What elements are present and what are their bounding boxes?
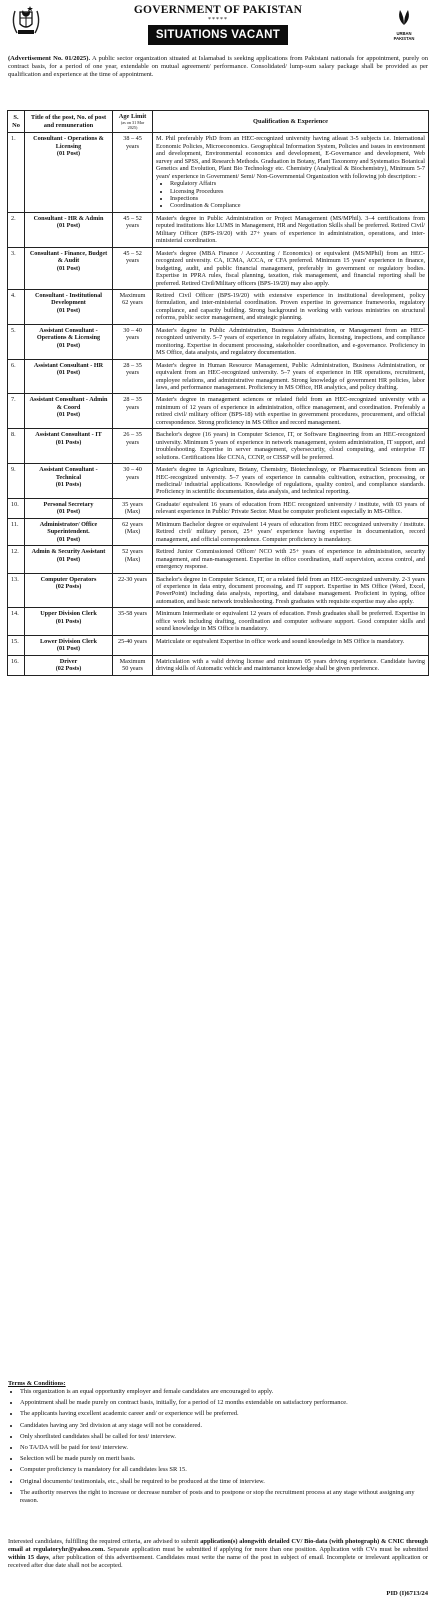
age-limit: 35-58 years — [113, 608, 153, 635]
qualification-text: Master's degree in management sciences or related field from an HEC-recognized university with a minimum of 12 years of experience in administration, office management, and coordination. Preferably a retired civil/ military officer (BPS-18) with expertise in government procedures, procurement, and official correspondence. Strong proficiency in MS Office and record management. — [156, 396, 425, 426]
post-count: (01 Post) — [56, 645, 81, 653]
footer-text-2: Separate application must be submitted if applying for more than one position. Application with CVs must be submitted — [104, 1546, 428, 1553]
table-row — [8, 655, 429, 675]
term-item: • No TA/DA will be paid for test/ interview. — [20, 1444, 428, 1452]
qualification-cell — [153, 573, 429, 608]
term-item: • The applicants having excellent academic career and/ or experience will be preferred. — [20, 1410, 428, 1418]
term-item: • Selection will be made purely on merit basis. — [20, 1455, 428, 1463]
qualification-cell — [153, 290, 429, 325]
post-title-cell — [25, 498, 113, 518]
footer-email-instruction: application(s) alongwith detailed CV/ Bio-data (with photograph) & CNIC through email at regulatoryhr@yahoo.com. — [8, 1538, 428, 1553]
post-title: Assistant Consultant - Admin & Coord — [29, 396, 108, 411]
qualification-cell — [153, 546, 429, 573]
post-count: (02 Posts) — [55, 582, 82, 590]
table-row — [8, 212, 429, 247]
government-title: GOVERNMENT OF PAKISTAN — [133, 4, 303, 16]
qualification-text: Master's degree in Agriculture, Botany, Chemistry, Biotechnology, or Pharmaceutical Sciences from an HEC-recognized university. 5–7 years of experience in cannabis cultivation, extraction, processing, or medicinal/ industrial applications. Knowledge of regulations, quality control, and compliance standards. Proficiency in scientific documentation, data analysis, and technical reporting. — [156, 466, 425, 496]
qualification-cell — [153, 608, 429, 635]
serial-number: 12. — [8, 546, 25, 573]
qualification-cell — [153, 324, 429, 359]
post-count: (01 Post) — [56, 555, 81, 563]
post-title-cell — [25, 655, 113, 675]
qualification-text: M. Phil preferably PhD from an HEC-recognized university having atleast 3-5 subjects i.e. International Economic Policies, Microeconomics. Geographical Information System, Policies and issues in environment and development, Environmental economics and development, E-Governance and development, Web survey and SPSS, and Research Methods. Graduation in Botany, Plant Taxonomy and Systematics Botanical Genetics and Evolution, Plant Bio Technology etc. Chemistry (Analytical & Biochemistry), Minimum 5-7 years' experience in Government/ Semi/ Non-Governmental Organization with following job description: - — [156, 135, 425, 180]
serial-number: 10. — [8, 498, 25, 518]
terms-list — [8, 1388, 428, 1505]
post-title-cell — [25, 608, 113, 635]
table-row — [8, 133, 429, 213]
job-duties-list — [156, 180, 425, 210]
terms-title: Terms & Conditions: — [8, 1380, 66, 1387]
table-row — [8, 359, 429, 394]
header-age-note: (as on 31 Mar 2025) — [120, 120, 145, 131]
post-title-cell — [25, 290, 113, 325]
term-item: • Original documents/ testimonials, etc., shall be required to be produced at the time of interview. — [20, 1478, 428, 1486]
terms-section — [8, 1380, 428, 1508]
age-limit: 22-30 years — [113, 573, 153, 608]
header-title: Title of the post, No. of post and remuneration — [25, 111, 113, 133]
star-divider: ***** — [208, 17, 228, 23]
age-limit: 28 – 35 years — [113, 394, 153, 429]
post-title: Assistant Consultant - IT — [35, 431, 102, 439]
serial-number: 1. — [8, 133, 25, 213]
term-item: • Candidates having any 3rd division at any stage will not be considered. — [20, 1422, 428, 1430]
age-limit: 45 – 52 years — [113, 247, 153, 289]
post-title-cell — [25, 394, 113, 429]
post-title-cell — [25, 212, 113, 247]
pid-number: PID (I)6713/24 — [386, 1590, 428, 1597]
term-item: • Appointment shall be made purely on contract basis, initially, for a period of 12 months extendable on satisfactory performance. — [20, 1399, 428, 1407]
age-limit: 38 – 45 years — [113, 133, 153, 213]
age-limit: Maximum 50 years — [113, 655, 153, 675]
serial-number: 16. — [8, 655, 25, 675]
qualification-cell — [153, 635, 429, 655]
post-title-cell — [25, 247, 113, 289]
intro-paragraph — [8, 55, 428, 80]
post-title-cell — [25, 359, 113, 394]
qualification-cell — [153, 359, 429, 394]
qualification-text: Matriculation with a valid driving license and minimum 05 years driving experience. Candidate having driving skills of Automatic vehicle and maintenance knowledge shall be given preference. — [156, 657, 425, 673]
qualification-text: Graduate/ equivalent 16 years of education from HEC recognized university / institute, with 03 years of relevant experience in Public/ Private Sector. Must be computer proficient especially in MS-Office. — [156, 500, 425, 516]
footer-text-3: , after publication of this advertisement. Candidates must write the name of the post in subject of email. Incomplete or irrelevant application or received after due date shall not be accepted. — [8, 1554, 428, 1569]
header-sno: S. No — [8, 111, 25, 133]
header — [0, 0, 436, 58]
qualification-text: Retired Junior Commissioned Officer/ NCO with 25+ years of experience in administration, security management, and man-management. Expertise in office coordination, staff supervision, access control, and emergency response. — [156, 548, 425, 571]
post-title-cell — [25, 464, 113, 499]
post-title-cell — [25, 133, 113, 213]
post-count: (01 Post) — [56, 150, 81, 158]
qualification-cell — [153, 212, 429, 247]
header-age — [113, 111, 153, 133]
leaf-logo-icon — [394, 7, 414, 27]
situations-vacant-banner: SITUATIONS VACANT — [148, 25, 288, 45]
age-limit: 45 – 52 years — [113, 212, 153, 247]
post-title-cell — [25, 324, 113, 359]
post-title-cell — [25, 573, 113, 608]
advertisement-number: (Advertisement No. 01/2025). — [8, 55, 91, 62]
table-row — [8, 573, 429, 608]
age-limit: 30 – 40 years — [113, 464, 153, 499]
post-title: Administrator/ Office Superintendent. — [39, 520, 98, 536]
qualification-cell — [153, 498, 429, 518]
table-row — [8, 498, 429, 518]
post-count: (01 Posts) — [55, 480, 82, 488]
age-limit: 25-40 years — [113, 635, 153, 655]
post-title: Upper Division Clerk — [40, 610, 97, 618]
table-row — [8, 518, 429, 545]
term-item: • Only shortlisted candidates shall be called for test/ interview. — [20, 1433, 428, 1441]
post-count: (01 Posts) — [55, 617, 82, 625]
serial-number: 15. — [8, 635, 25, 655]
logo-text-urban: URBAN — [396, 31, 412, 36]
table-header-row — [8, 111, 429, 133]
job-duty-item: • Inspections — [170, 195, 425, 202]
qualification-cell — [153, 464, 429, 499]
post-title: Consultant - Institutional Development — [34, 292, 103, 307]
term-item: • Computer proficiency is mandatory for all candidates less SR 15. — [20, 1466, 428, 1474]
serial-number: 5. — [8, 324, 25, 359]
post-title-cell — [25, 429, 113, 464]
serial-number: 11. — [8, 518, 25, 545]
table-row — [8, 247, 429, 289]
age-limit: 35 years (Max) — [113, 498, 153, 518]
qualification-cell — [153, 133, 429, 213]
term-item: • This organization is an equal opportunity employer and female candidates are encouraged to apply. — [20, 1388, 428, 1396]
application-instructions — [8, 1538, 428, 1570]
serial-number: 6. — [8, 359, 25, 394]
table-row — [8, 464, 429, 499]
post-title: Assistant Consultant - Technical — [39, 466, 98, 481]
table-row — [8, 546, 429, 573]
post-count: (01 Post) — [56, 508, 81, 516]
header-qualification: Qualification & Experience — [153, 111, 429, 133]
intro-body: A public sector organization situated at Islamabad is seeking applications from Pakistani nationals for appointment, purely on contract basis, for a period of one year, extendable on mutual agreement/ performance. Consolidated/ lump-sum salary package shall be provided as per qualification and experience at the time of appointment. — [8, 55, 428, 79]
qualification-text: Master's degree in Public Administration, Business Administration, or Management from an HEC-recognized university. 5–7 years of experience in regulatory affairs, licensing, inspections, and compliance monitoring. Expertise in document processing, stakeholder coordination, and e-governance. Proficiency in MS Office, data analysis, and regulatory documentation. — [156, 326, 425, 357]
qualification-cell — [153, 655, 429, 675]
qualification-text: Master's degree (MBA Finance / Accounting / Economics) or equivalent (MS/MPhil) from an HEC-recognized university. CA, ICMA, ACCA, or CFA preferred. Minimum 15 years' experience in finance, budgeting, audit, and public financial management, preferably in government or regulatory bodies. Expertise in PPRA rules, fiscal planning, taxation, risk management, and financial reporting shall be preferred. Retired Civil/Military officers (BPS-19/20) may also apply. — [156, 249, 425, 287]
table-row — [8, 394, 429, 429]
serial-number: 14. — [8, 608, 25, 635]
post-count: (01 Post) — [56, 535, 81, 543]
qualification-text: Retired Civil Officer (BPS-19/20) with extensive experience in institutional development, policy formulation, and inter-ministerial coordination. Proven expertise in governance frameworks, regulatory compliance, and capacity building. Strong background in working with various ministries on structural reforms, public sector management, and strategic planning. — [156, 292, 425, 322]
footer-text-1: Interested candidates, fulfilling the required criteria, are advised to submit — [8, 1538, 201, 1545]
table-row — [8, 635, 429, 655]
qualification-text: Minimum Bachelor degree or equivalent 14 years of education from HEC recognized university / institute. Retired civil/ military person, 25+ years' experience having expertise in documentation, record management, and official correspondence. Computer proficiency is mandatory. — [156, 520, 425, 543]
post-title: Lower Division Clerk — [40, 637, 97, 645]
post-title: Driver — [59, 657, 78, 665]
qualification-cell — [153, 394, 429, 429]
age-limit: 52 years (Max) — [113, 546, 153, 573]
qualification-cell — [153, 247, 429, 289]
job-duty-item: • Regulatory Affairs — [170, 180, 425, 187]
post-count: (01 Post) — [56, 411, 81, 419]
post-title: Consultant - Finance, Budget & Audit — [29, 249, 108, 265]
serial-number: 13. — [8, 573, 25, 608]
job-duty-item: • Licensing Procedures — [170, 188, 425, 195]
post-title: Consultant - HR & Admin — [33, 214, 104, 222]
post-title: Assistant Consultant - Operations & Licensing — [36, 326, 101, 342]
serial-number: 4. — [8, 290, 25, 325]
age-limit: 30 – 40 years — [113, 324, 153, 359]
job-duty-item: • Coordination & Compliance — [170, 202, 425, 209]
qualification-text: Minimum Intermediate or equivalent 12 years of education. Fresh graduates shall be preferred. Expertise in office work including drafting, coordination and computer software support. Good computer skills and sound knowledge in MS Office is mandatory. — [156, 610, 425, 633]
qualification-text: Bachelor's degree in Computer Science, IT, or a related field from an HEC-recognized university. 2-3 years of experience in data entry, document processing, and IT support. Expertise in MS Office (Word, Excel, PowerPoint) including data analysis, reporting, and database management. Proficient in typing, office automation, and basic network troubleshooting. Fresh graduates with requisite expertise may also apply. — [156, 575, 425, 605]
serial-number: 3. — [8, 247, 25, 289]
qualification-text: Bachelor's degree (16 years) in Computer Science, IT, or Software Engineering from an HEC-recognized university. Minimum 5 years of experience in network management, system administration, IT support, and troubleshooting. Expertise in server management, cybersecurity, cloud computing, and enterprise IT solutions. Certifications like CCNA, CCNP, or CISSP will be preferred. — [156, 431, 425, 461]
term-item: • The authority reserves the right to increase or decrease number of posts and to postpone or stop the recruitment process at any stage without assigning any reason. — [20, 1489, 428, 1505]
table-row — [8, 608, 429, 635]
serial-number: 9. — [8, 464, 25, 499]
age-limit: 62 years (Max) — [113, 518, 153, 545]
table-body — [8, 133, 429, 675]
vacancies-table — [7, 110, 429, 676]
post-title: Computer Operators — [40, 575, 97, 583]
qualification-cell — [153, 518, 429, 545]
age-limit: 26 – 35 years — [113, 429, 153, 464]
serial-number: 7. — [8, 394, 25, 429]
urban-pakistan-logo — [382, 7, 426, 43]
post-count: (01 Post) — [56, 222, 81, 230]
post-count: (01 Post) — [56, 306, 81, 314]
qualification-text: Master's degree in Human Resource Management, Public Administration, Business Administration, or equivalent from an HEC-recognized university. 5–7 years of experience in HR operations, recruitment, employee relations, and administrative management. Strong knowledge of government HR policies, labor laws, and performance management. Proficiency in MS Office, HR analytics, and policy drafting. — [156, 361, 425, 391]
footer-deadline: within 15 days — [8, 1554, 49, 1561]
qualification-text: Master's degree in Public Administration or Project Management (MS/MPhil). 3–4 certifications from reputed institutions like LUMS in Management, HR and Negotiation Skills shall be preferred. Retired Civil/ Military Officer (BPS-19/20) with 27+ years of experience in administration, operations, and inter-ministerial coordination. — [156, 214, 425, 245]
qualification-text: Matriculate or equivalent Expertise in office work and sound knowledge in MS Office is mandatory. — [156, 637, 405, 645]
age-limit: 28 – 35 years — [113, 359, 153, 394]
header-age-label: Age Limit — [118, 113, 147, 120]
post-count: (01 Posts) — [55, 438, 82, 446]
logo-text-pakistan: PAKISTAN — [393, 35, 415, 41]
serial-number: 2. — [8, 212, 25, 247]
post-count: (01 Post) — [56, 264, 81, 272]
post-title: Personal Secretary — [43, 500, 94, 508]
post-count: (01 Post) — [56, 369, 81, 377]
post-count: (01 Post) — [56, 341, 81, 349]
post-title: Consultant - Operations & Licensing — [33, 135, 104, 150]
table-row — [8, 324, 429, 359]
post-title: Assistant Consultant - HR — [33, 361, 104, 369]
post-title-cell — [25, 546, 113, 573]
table-row — [8, 290, 429, 325]
qualification-cell — [153, 429, 429, 464]
age-limit: Maximum 62 years — [113, 290, 153, 325]
serial-number: 8. — [8, 429, 25, 464]
post-title: Admin & Security Assistant — [31, 548, 106, 556]
table-row — [8, 429, 429, 464]
post-count: (02 Posts) — [55, 665, 82, 673]
post-title-cell — [25, 635, 113, 655]
post-title-cell — [25, 518, 113, 545]
